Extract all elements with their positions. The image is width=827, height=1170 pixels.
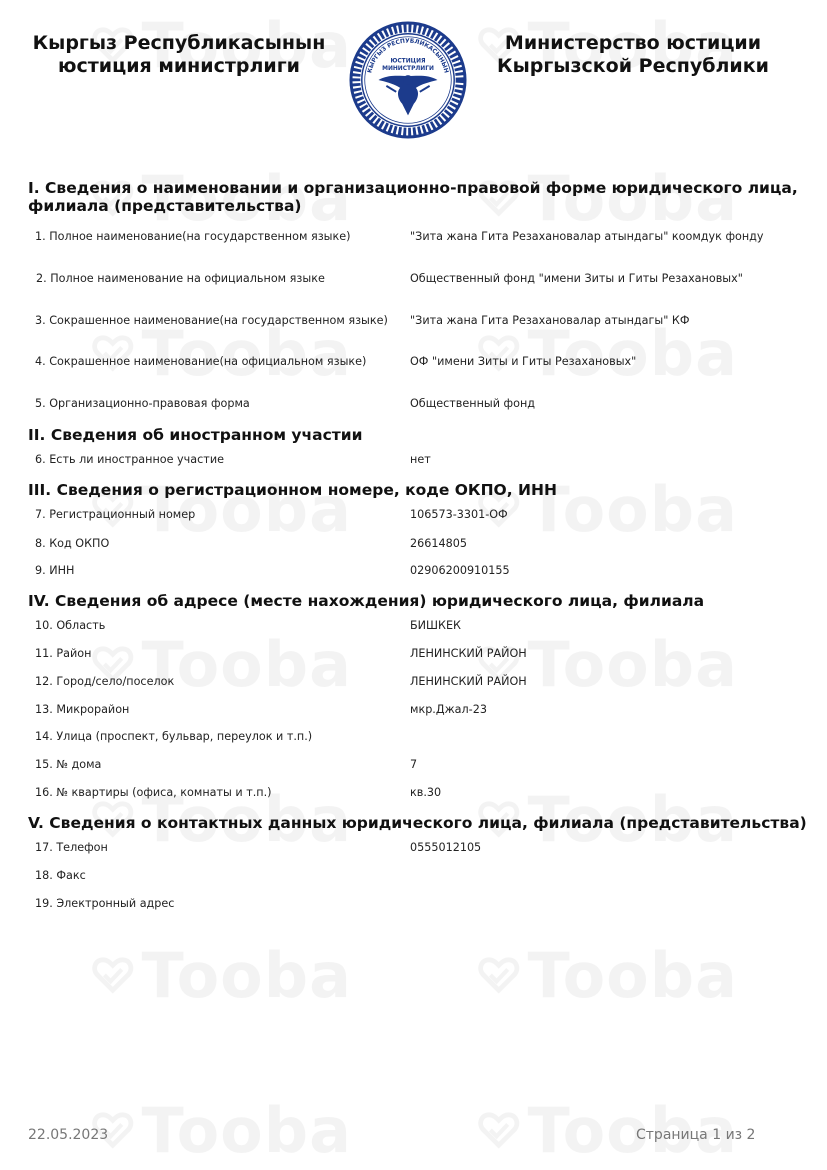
emblem-text-mid2: МИНИСТРЛИГИ — [382, 66, 434, 73]
field-value: БИШКЕК — [410, 619, 461, 632]
field-label: 3. Сокрашенное наименование(на государственном языке) — [35, 314, 388, 327]
watermark-text — [142, 939, 352, 1012]
field-label: 2. Полное наименование на официальном языке — [36, 272, 325, 285]
footer-page-number: Страница 1 из 2 — [636, 1127, 756, 1143]
field-label: 15. № дома — [35, 758, 102, 771]
section-title: III. Сведения о регистрационном номере, коде ОКПО, ИНН — [28, 481, 557, 499]
section-title: IV. Сведения об адресе (месте нахождения) юридического лица, филиала — [28, 592, 705, 610]
field-label: 7. Регистрационный номер — [35, 508, 196, 521]
watermark — [478, 940, 738, 1010]
field-value: 26614805 — [410, 537, 467, 550]
heart-check-icon — [478, 945, 520, 1005]
field-value: ЛЕНИНСКИЙ РАЙОН — [410, 675, 527, 688]
watermark-text — [528, 628, 738, 701]
watermark — [92, 940, 352, 1010]
field-value: Общественный фонд "имени Зиты и Гиты Резахановых" — [410, 272, 743, 285]
emblem-text-top: КЫРГЫЗ РЕСПУБЛИКАСЫНЫН — [367, 38, 449, 74]
watermark — [92, 1095, 352, 1165]
field-label: 14. Улица (проспект, бульвар, переулок и т.п.) — [35, 730, 313, 743]
watermark-text — [528, 939, 738, 1012]
field-label: 18. Факс — [35, 869, 86, 882]
field-value: кв.30 — [410, 786, 442, 799]
heart-check-icon — [478, 323, 520, 383]
section-title: II. Сведения об иностранном участии — [28, 426, 363, 444]
field-value: 02906200910155 — [410, 564, 510, 577]
field-value: 0555012105 — [410, 841, 482, 854]
field-value: ЛЕНИНСКИЙ РАЙОН — [410, 647, 527, 660]
field-value: мкр.Джал-23 — [410, 703, 487, 716]
emblem-text-mid1: ЮСТИЦИЯ — [390, 58, 426, 65]
heart-check-icon — [478, 1100, 520, 1160]
section-title: V. Сведения о контактных данных юридического лица, филиала (представительства) — [28, 814, 807, 832]
watermark-text — [142, 1094, 352, 1167]
field-label: 4. Сокрашенное наименование(на официальном языке) — [35, 355, 367, 368]
field-label: 13. Микрорайон — [35, 703, 130, 716]
field-label: 1. Полное наименование(на государственном языке) — [35, 230, 351, 243]
ministry-name-kyrgyz-line2: юстиция министрлиги — [58, 55, 300, 77]
field-label: 11. Район — [35, 647, 92, 660]
field-label: 19. Электронный адрес — [35, 897, 175, 910]
field-value: "Зита жана Гита Резахановалар атындагы" коомдук фонду — [410, 230, 764, 243]
ministry-emblem-icon — [349, 21, 467, 139]
ministry-name-kyrgyz — [20, 32, 338, 78]
ministry-name-russian-line2: Кыргызской Республики — [497, 55, 769, 77]
field-label: 5. Организационно-правовая форма — [35, 397, 250, 410]
field-label: 6. Есть ли иностранное участие — [35, 453, 224, 466]
field-value: ОФ "имени Зиты и Гиты Резахановых" — [410, 355, 637, 368]
section-title: I. Сведения о наименовании и организационно-правовой форме юридического лица, филиала (представительства) — [28, 179, 798, 215]
watermark — [92, 318, 352, 388]
field-label: 16. № квартиры (офиса, комнаты и т.п.) — [35, 786, 272, 799]
ministry-name-kyrgyz-line1: Кыргыз Республикасынын — [32, 32, 326, 54]
footer-date: 22.05.2023 — [28, 1127, 109, 1143]
ministry-name-russian — [488, 32, 778, 78]
field-value: 7 — [410, 758, 418, 771]
field-label: 9. ИНН — [35, 564, 75, 577]
watermark — [478, 318, 738, 388]
field-label: 17. Телефон — [35, 841, 108, 854]
heart-check-icon — [92, 323, 134, 383]
watermark-text — [142, 628, 352, 701]
field-label: 12. Город/село/поселок — [35, 675, 175, 688]
field-label: 10. Область — [35, 619, 106, 632]
field-value: 106573-3301-ОФ — [410, 508, 508, 521]
field-label: 8. Код ОКПО — [35, 537, 110, 550]
field-value: "Зита жана Гита Резахановалар атындагы" КФ — [410, 314, 690, 327]
heart-check-icon — [92, 945, 134, 1005]
ministry-name-russian-line1: Министерство юстиции — [504, 32, 762, 54]
field-value: Общественный фонд — [410, 397, 536, 410]
field-value: нет — [410, 453, 431, 466]
